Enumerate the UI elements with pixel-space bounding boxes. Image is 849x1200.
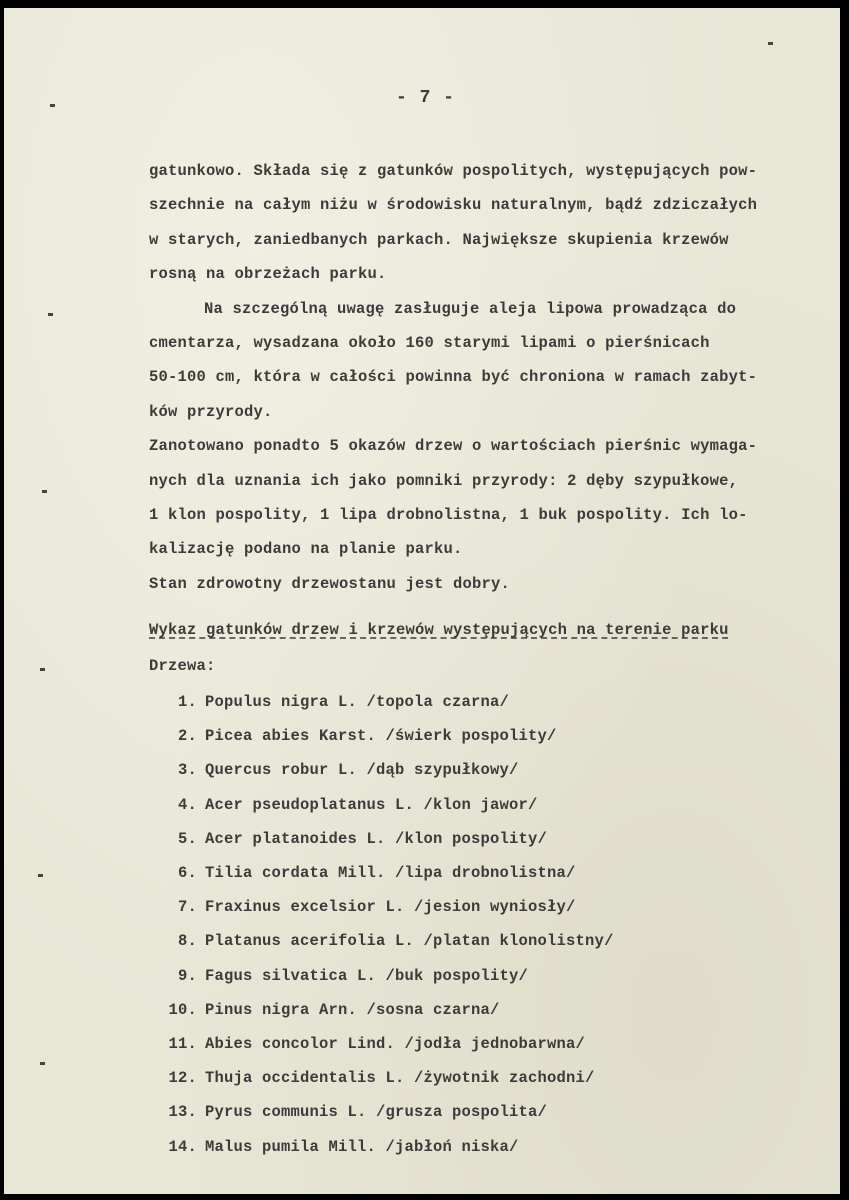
species-number: 9. — [177, 966, 197, 985]
margin-mark — [768, 42, 773, 45]
species-list-item — [149, 856, 829, 890]
text-line: w starych, zaniedbanych parkach. Największe skupienia krzewów — [149, 230, 729, 249]
text-line: 50-100 cm, która w całości powinna być chroniona w ramach zabyt- — [149, 368, 758, 387]
species-number: 6. — [177, 864, 197, 883]
species-name: Malus pumila Mill. /jabłoń niska/ — [205, 1137, 519, 1156]
species-list-item — [149, 788, 829, 822]
species-number: 10. — [168, 1000, 197, 1019]
species-list — [149, 685, 829, 1164]
species-number: 1. — [177, 693, 197, 712]
species-name: Acer pseudoplatanus L. /klon jawor/ — [205, 795, 538, 814]
trees-label: Drzewa: — [149, 657, 216, 676]
text-line: ków przyrody. — [149, 402, 273, 421]
species-list-item — [149, 924, 829, 958]
species-list-item — [149, 1027, 829, 1061]
species-list-item — [149, 959, 829, 993]
species-list-item — [149, 1130, 829, 1164]
species-name: Fagus silvatica L. /buk pospolity/ — [205, 966, 529, 985]
species-name: Tilia cordata Mill. /lipa drobnolistna/ — [205, 864, 576, 883]
species-list-item — [149, 1095, 829, 1129]
margin-mark — [40, 1062, 45, 1065]
species-name: Abies concolor Lind. /jodła jednobarwna/ — [205, 1034, 586, 1053]
text-line: Zanotowano ponadto 5 okazów drzew o wartościach pierśnic wymaga- — [149, 437, 758, 456]
species-list-item — [149, 993, 829, 1027]
margin-mark — [40, 668, 45, 671]
text-line: rosną na obrzeżach parku. — [149, 265, 387, 284]
species-number: 3. — [177, 761, 197, 780]
text-line: cmentarza, wysadzana około 160 starymi lipami o pierśnicach — [149, 333, 710, 352]
text-line: szechnie na całym niżu w środowisku naturalnym, bądź zdziczałych — [149, 196, 758, 215]
document-body — [149, 154, 829, 1164]
species-name: Picea abies Karst. /świerk pospolity/ — [205, 727, 557, 746]
margin-mark — [48, 313, 53, 316]
species-name: Pyrus communis L. /grusza pospolita/ — [205, 1103, 548, 1122]
species-number: 4. — [177, 795, 197, 814]
species-number: 7. — [177, 898, 197, 917]
species-name: Thuja occidentalis L. /żywotnik zachodni/ — [205, 1069, 595, 1088]
text-line: Stan zdrowotny drzewostanu jest dobry. — [149, 574, 511, 593]
species-number: 12. — [168, 1069, 197, 1088]
species-name: Platanus acerifolia L. /platan klonolistny/ — [205, 932, 614, 951]
text-line: gatunkowo. Składa się z gatunków pospolitych, występujących pow- — [149, 162, 758, 180]
species-list-item — [149, 753, 829, 787]
species-name: Populus nigra L. /topola czarna/ — [205, 693, 510, 712]
species-list-item — [149, 890, 829, 924]
species-name: Fraxinus excelsior L. /jesion wyniosły/ — [205, 898, 576, 917]
species-number: 11. — [168, 1034, 197, 1053]
document-page — [4, 8, 840, 1194]
page-number: - 7 - — [396, 88, 456, 108]
species-name: Acer platanoides L. /klon pospolity/ — [205, 829, 548, 848]
margin-mark — [38, 874, 43, 877]
text-line: Na szczególną uwagę zasługuje aleja lipowa prowadząca do — [204, 299, 737, 318]
species-list-item — [149, 719, 829, 753]
species-list-item — [149, 1061, 829, 1095]
text-line: 1 klon pospolity, 1 lipa drobnolistna, 1 buk pospolity. Ich lo- — [149, 505, 748, 524]
margin-mark — [50, 104, 55, 107]
species-number: 2. — [177, 727, 197, 746]
species-number: 13. — [168, 1103, 197, 1122]
text-line: kalizację podano na planie parku. — [149, 540, 463, 559]
species-list-item — [149, 685, 829, 719]
margin-mark — [42, 490, 47, 493]
text-line: nych dla uznania ich jako pomniki przyrody: 2 dęby szypułkowe, — [149, 471, 739, 490]
species-name: Pinus nigra Arn. /sosna czarna/ — [205, 1000, 500, 1019]
species-number: 14. — [168, 1137, 197, 1156]
species-list-item — [149, 822, 829, 856]
list-heading: Wykaz gatunków drzew i krzewów występujących na terenie parku — [149, 621, 729, 640]
species-name: Quercus robur L. /dąb szypułkowy/ — [205, 761, 519, 780]
species-number: 8. — [177, 932, 197, 951]
species-number: 5. — [177, 829, 197, 848]
